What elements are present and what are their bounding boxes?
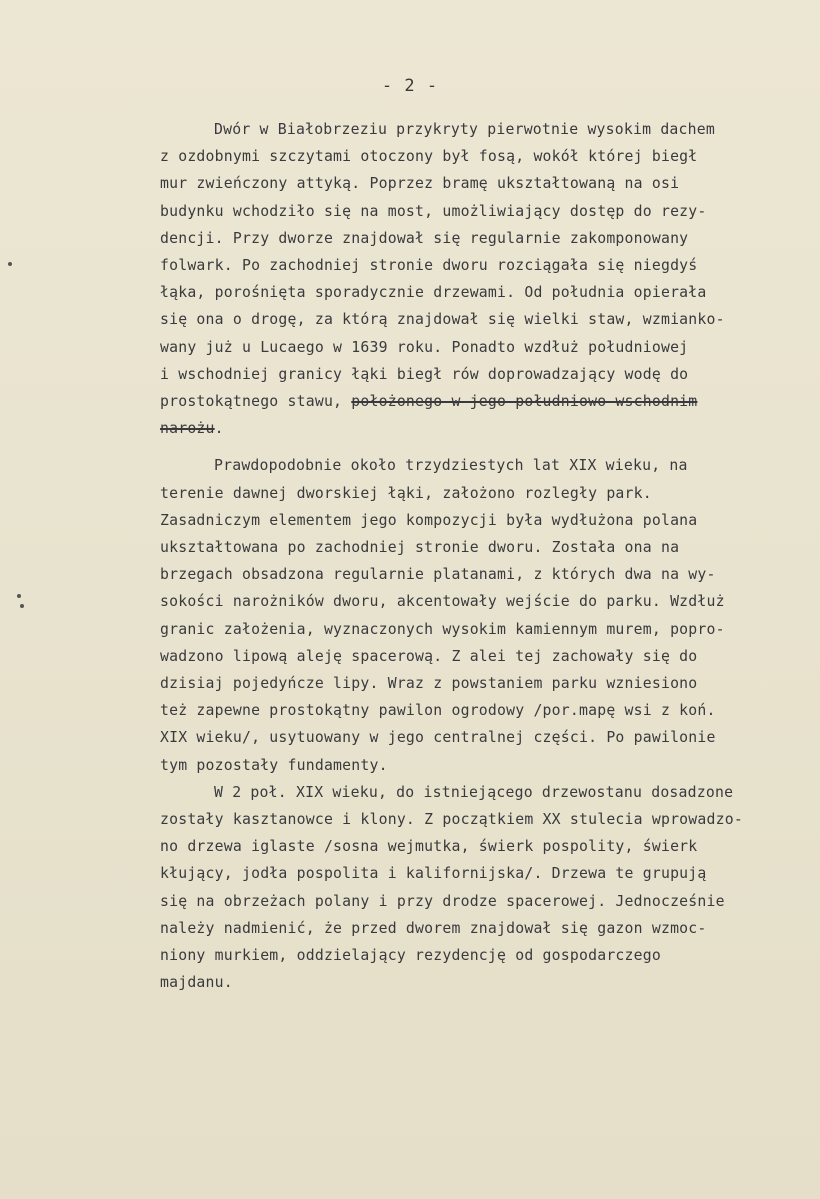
text-line: brzegach obsadzona regularnie platanami, z których dwa na wy-: [160, 566, 716, 584]
text-line: sokości narożników dworu, akcentowały wejście do parku. Wzdłuż: [160, 593, 725, 611]
text-line: terenie dawnej dworskiej łąki, założono rozległy park.: [160, 484, 652, 502]
text-line: [160, 388, 785, 415]
text-line: i wschodniej granicy łąki biegł rów doprowadzający wodę do: [160, 365, 689, 383]
paragraph-2: [160, 452, 785, 778]
text-line: niony murkiem, oddzielający rezydencję od gospodarczego: [160, 947, 661, 965]
text-line: [160, 415, 785, 442]
text-line: dzisiaj pojedyńcze lipy. Wraz z powstaniem parku wzniesiono: [160, 675, 698, 693]
text-line: wany już u Lucaego w 1639 roku. Ponadto wzdłuż południowej: [160, 338, 689, 356]
text-line: Zasadniczym elementem jego kompozycji była wydłużona polana: [160, 511, 698, 529]
text-line: z ozdobnymi szczytami otoczony był fosą, wokół której biegł: [160, 148, 698, 166]
paragraph-1: [160, 116, 785, 442]
text-line: należy nadmienić, że przed dworem znajdował się gazon wzmoc-: [160, 919, 707, 937]
text-line: kłujący, jodła pospolita i kalifornijska/. Drzewa te grupują: [160, 865, 707, 883]
body-text: [160, 116, 785, 997]
text-line: tym pozostały fundamenty.: [160, 756, 388, 774]
text-line: mur zwieńczony attyką. Poprzez bramę ukształtowaną na osi: [160, 175, 680, 193]
text-line: granic założenia, wyznaczonych wysokim kamiennym murem, popro-: [160, 620, 725, 638]
text-line: zostały kasztanowce i klony. Z początkiem XX stulecia wprowadzo-: [160, 811, 743, 829]
text-line: budynku wchodziło się na most, umożliwiający dostęp do rezy-: [160, 202, 707, 220]
paragraph-3: [160, 779, 785, 997]
text-fragment: prostokątnego stawu,: [160, 393, 352, 411]
page-number: - 2 -: [381, 76, 439, 96]
punch-mark: [8, 262, 12, 266]
text-line: majdanu.: [160, 974, 233, 992]
text-line: Dwór w Białobrzeziu przykryty pierwotnie wysokim dachem: [214, 121, 715, 138]
text-line: łąka, porośnięta sporadycznie drzewami. Od południa opierała: [160, 284, 707, 302]
text-line: też zapewne prostokątny pawilon ogrodowy /por.mapę wsi z koń.: [160, 702, 716, 720]
text-line: ukształtowana po zachodniej stronie dworu. Została ona na: [160, 539, 680, 557]
text-line: XIX wieku/, usytuowany w jego centralnej części. Po pawilonie: [160, 729, 716, 747]
text-line: no drzewa iglaste /sosna wejmutka, świerk pospolity, świerk: [160, 838, 698, 856]
text-line: folwark. Po zachodniej stronie dworu rozciągała się niegdyś: [160, 257, 698, 275]
text-line: wadzono lipową aleję spacerową. Z alei tej zachowały się do: [160, 647, 698, 665]
text-line: Prawdopodobnie około trzydziestych lat XIX wieku, na: [214, 457, 688, 475]
text-line: W 2 poł. XIX wieku, do istniejącego drzewostanu dosadzone: [214, 783, 734, 801]
punch-mark: [17, 594, 21, 598]
text-line: się ona o drogę, za którą znajdował się wielki staw, wzmianko-: [160, 311, 725, 329]
text-line: dencji. Przy dworze znajdował się regularnie zakomponowany: [160, 229, 689, 247]
text-line: się na obrzeżach polany i przy drodze spacerowej. Jednocześnie: [160, 892, 725, 910]
struck-text: położonego w jego południowo-wschodnim: [351, 393, 698, 411]
struck-text: narożu: [160, 420, 215, 438]
punch-mark: [20, 604, 24, 608]
text-fragment: .: [214, 420, 224, 438]
